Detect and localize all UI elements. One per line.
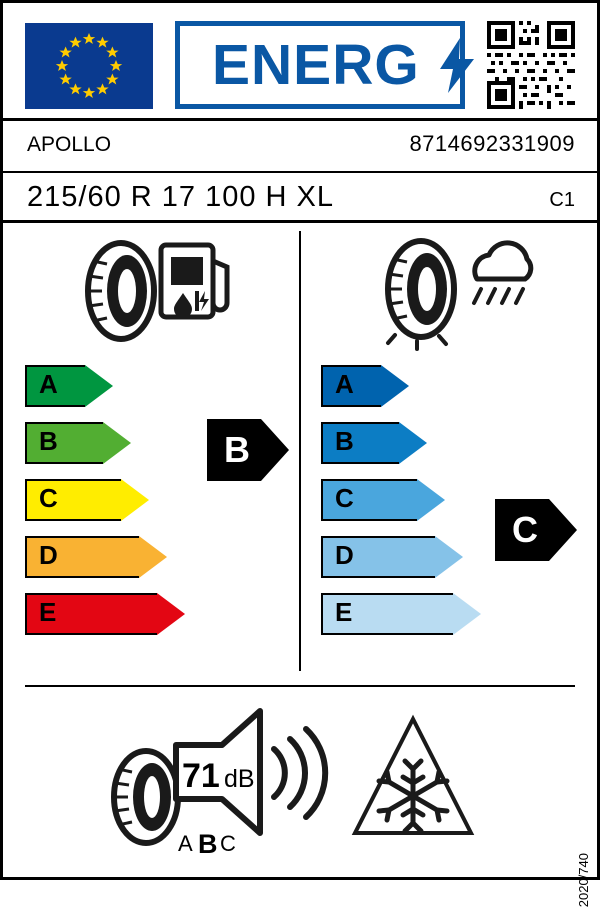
fuel-efficiency-rating-badge (207, 419, 287, 481)
tyre-icon (114, 751, 178, 843)
noise-emission-group (98, 701, 368, 861)
size-row (3, 173, 597, 223)
qr-code-icon (487, 21, 575, 109)
tyre-size: 215/60 R 17 100 H XL (27, 181, 334, 213)
grade-letter: A (335, 369, 354, 399)
wet-grip-rating-badge (495, 499, 575, 561)
lightning-bolt-icon (438, 38, 476, 93)
regulation-code: 2020/740 (576, 853, 591, 907)
noise-class-a: A (178, 831, 193, 856)
wet-rating-letter: C (512, 509, 538, 550)
grade-letter: A (39, 369, 58, 399)
energ-title: ENERG (175, 21, 465, 109)
tyre-class: C1 (549, 189, 575, 211)
fuel-rating-letter: B (224, 429, 250, 470)
grade-letter: B (335, 426, 354, 456)
noise-value: 71 (182, 757, 220, 795)
fuel-pump-icon (161, 245, 227, 318)
grade-letter: C (39, 483, 58, 513)
noise-unit: dB (224, 765, 255, 793)
grade-letter: D (39, 540, 58, 570)
tyre-icon (388, 241, 454, 349)
ratings-section (3, 223, 597, 685)
tyre-icon (88, 243, 154, 339)
grade-letter: C (335, 483, 354, 513)
noise-class-b: B (198, 829, 218, 859)
grade-letter: B (39, 426, 58, 456)
eu-flag-icon (25, 23, 153, 109)
grade-letter: E (39, 597, 57, 627)
grade-letter: D (335, 540, 354, 570)
product-code: 8714692331909 (409, 131, 575, 156)
wet-grip-pictogram (373, 231, 553, 351)
section-divider (299, 231, 301, 671)
noise-and-snow-section (3, 687, 597, 907)
brand-row (3, 121, 597, 173)
brand-name: APOLLO (27, 133, 112, 156)
rain-cloud-icon (474, 243, 531, 303)
three-peak-mountain-snowflake-icon (343, 711, 483, 851)
grade-letter: E (335, 597, 353, 627)
label-header (3, 3, 597, 121)
fuel-efficiency-pictogram (73, 231, 253, 351)
noise-class-c: C (220, 831, 236, 856)
